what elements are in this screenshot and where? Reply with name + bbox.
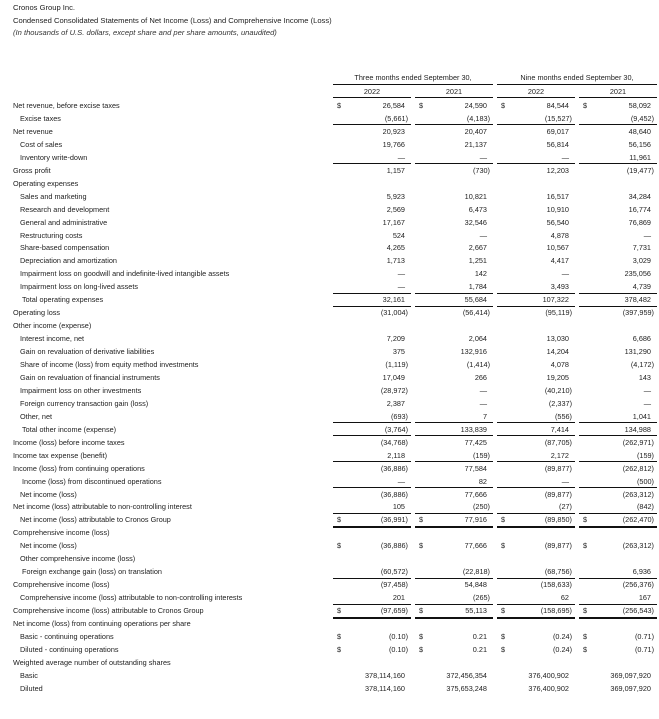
cell-value: 2,667 xyxy=(468,243,487,253)
table-row xyxy=(0,332,659,345)
cell-value: 7,209 xyxy=(386,334,405,344)
table-row xyxy=(0,358,659,371)
cell-value: — xyxy=(561,152,569,162)
currency-symbol: $ xyxy=(583,631,588,641)
cell-value: (0.71) xyxy=(634,644,654,654)
row-label: Depreciation and amortization xyxy=(20,256,117,266)
cell-value: 5,923 xyxy=(386,191,405,201)
column-group-nine-months: Nine months ended September 30, xyxy=(520,73,634,82)
cell-value: 55,684 xyxy=(464,295,487,305)
currency-symbol: $ xyxy=(419,644,424,654)
cell-value: (36,886) xyxy=(380,489,408,499)
row-label: Net revenue xyxy=(13,126,53,136)
currency-symbol: $ xyxy=(583,606,588,616)
cell-value: — xyxy=(643,385,651,395)
currency-symbol: $ xyxy=(583,515,588,525)
cell-value: (159) xyxy=(472,450,490,460)
row-label: Total operating expenses xyxy=(22,295,104,305)
cell-value: (1,414) xyxy=(466,360,490,369)
cell-value: 201 xyxy=(392,593,405,603)
table-row xyxy=(0,345,659,358)
cell-value: (36,886) xyxy=(380,541,408,551)
currency-symbol: $ xyxy=(419,631,424,641)
row-label: Diluted - continuing operations xyxy=(20,644,119,654)
cell-value: 376,400,902 xyxy=(528,683,569,693)
cell-value: 1,251 xyxy=(468,256,487,266)
row-label: Net income (loss) xyxy=(20,541,77,551)
currency-symbol: $ xyxy=(583,101,588,110)
statement-subtitle: (In thousands of U.S. dollars, except share and per share amounts, unaudited) xyxy=(13,28,277,37)
currency-symbol: $ xyxy=(501,515,506,525)
cell-value: 369,097,920 xyxy=(610,670,651,680)
table-row xyxy=(0,552,659,565)
row-label: Other comprehensive income (loss) xyxy=(20,554,136,564)
row-label: General and administrative xyxy=(20,217,108,227)
row-label: Operating loss xyxy=(13,308,61,318)
year-underline xyxy=(333,97,411,98)
column-group-three-months: Three months ended September 30, xyxy=(354,73,472,82)
cell-value: 131,290 xyxy=(624,347,651,357)
column-year-9m-2021: 2021 xyxy=(609,87,627,96)
table-row xyxy=(0,229,659,242)
table-row xyxy=(0,539,659,552)
row-label: Gross profit xyxy=(13,165,51,175)
cell-value: 7,414 xyxy=(550,424,569,434)
table-row xyxy=(0,267,659,280)
column-year-q-2022: 2022 xyxy=(363,87,381,96)
cell-value: 0.21 xyxy=(472,631,487,641)
row-label: Impairment loss on other investments xyxy=(20,385,142,395)
cell-value: 142 xyxy=(474,269,487,279)
table-row xyxy=(0,436,659,449)
company-name: Cronos Group Inc. xyxy=(13,3,76,12)
cell-value: 21,137 xyxy=(464,139,487,149)
cell-value: 1,784 xyxy=(468,282,487,292)
cell-value: 20,923 xyxy=(382,126,405,136)
cell-value: 62 xyxy=(560,593,569,603)
cell-value: (36,991) xyxy=(380,515,408,525)
cell-value: 20,407 xyxy=(464,126,487,136)
currency-symbol: $ xyxy=(501,606,506,616)
row-label: Impairment loss on goodwill and indefinite-lived intangible assets xyxy=(20,269,230,279)
cell-value: 76,869 xyxy=(628,217,651,227)
row-label: Weighted average number of outstanding shares xyxy=(13,657,171,667)
currency-symbol: $ xyxy=(501,101,506,110)
year-underline xyxy=(415,97,493,98)
row-label: Sales and marketing xyxy=(20,191,87,201)
cell-value: (397,959) xyxy=(622,308,654,318)
column-year-9m-2022: 2022 xyxy=(527,87,545,96)
cell-value: (4,183) xyxy=(466,113,490,123)
cell-value: (500) xyxy=(636,476,654,486)
cell-value: 26,584 xyxy=(382,101,405,110)
currency-symbol: $ xyxy=(419,541,424,551)
row-label: Comprehensive income (loss) attributable to Cronos Group xyxy=(13,606,204,616)
row-label: Income (loss) before income taxes xyxy=(13,437,125,447)
table-row xyxy=(0,591,659,604)
row-label: Comprehensive income (loss) xyxy=(13,580,110,590)
cell-value: — xyxy=(397,269,405,279)
cell-value: 376,400,902 xyxy=(528,670,569,680)
currency-symbol: $ xyxy=(501,631,506,641)
cell-value: (556) xyxy=(554,411,572,421)
cell-value: 69,017 xyxy=(546,126,569,136)
row-label: Gain on revaluation of financial instruments xyxy=(20,372,160,382)
cell-value: 13,030 xyxy=(546,334,569,344)
table-row xyxy=(0,151,659,164)
cell-value: 2,172 xyxy=(550,450,569,460)
table-row xyxy=(0,462,659,475)
row-label: Foreign currency transaction gain (loss) xyxy=(20,398,149,408)
currency-symbol: $ xyxy=(337,541,342,551)
cell-value: (2,337) xyxy=(548,398,572,408)
cell-value: (40,210) xyxy=(544,385,572,395)
cell-value: 84,544 xyxy=(546,101,569,110)
table-row xyxy=(0,384,659,397)
cell-value: 77,666 xyxy=(464,489,487,499)
table-row xyxy=(0,190,659,203)
cell-value: (28,972) xyxy=(380,385,408,395)
cell-value: (693) xyxy=(390,411,408,421)
cell-value: 266 xyxy=(474,372,487,382)
row-label: Basic - continuing operations xyxy=(20,631,114,641)
cell-value: 6,473 xyxy=(468,204,487,214)
row-label: Income tax expense (benefit) xyxy=(13,450,108,460)
row-label: Foreign exchange gain (loss) on translation xyxy=(22,567,162,577)
table-row xyxy=(0,203,659,216)
cell-value: (89,877) xyxy=(544,489,572,499)
cell-value: (256,376) xyxy=(622,580,654,590)
row-label: Other income (expense) xyxy=(13,321,92,331)
table-row xyxy=(0,526,659,539)
cell-value: — xyxy=(561,269,569,279)
cell-value: 0.21 xyxy=(472,644,487,654)
cell-value: 32,161 xyxy=(382,295,405,305)
table-row xyxy=(0,293,659,306)
cell-value: (68,756) xyxy=(544,567,572,577)
table-row xyxy=(0,449,659,462)
row-label: Net revenue, before excise taxes xyxy=(13,101,120,110)
cell-value: 372,456,354 xyxy=(446,670,487,680)
currency-symbol: $ xyxy=(337,606,342,616)
table-row xyxy=(0,410,659,423)
cell-value: 77,666 xyxy=(464,541,487,551)
cell-value: 19,766 xyxy=(382,139,405,149)
group-underline xyxy=(333,84,493,85)
currency-symbol: $ xyxy=(419,101,424,110)
cell-value: (19,477) xyxy=(626,165,654,175)
cell-value: (265) xyxy=(472,593,490,603)
cell-value: 24,590 xyxy=(464,101,487,110)
cell-value: — xyxy=(397,282,405,292)
cell-value: 7 xyxy=(482,411,487,421)
cell-value: (0.10) xyxy=(388,631,408,641)
cell-value: 107,322 xyxy=(542,295,569,305)
cell-value: 2,118 xyxy=(387,450,405,460)
cell-value: 2,387 xyxy=(386,398,405,408)
cell-value: 6,686 xyxy=(632,334,651,344)
cell-value: — xyxy=(479,152,487,162)
cell-value: 1,713 xyxy=(386,256,405,266)
cell-value: (730) xyxy=(472,165,490,175)
row-label: Excise taxes xyxy=(20,113,61,123)
currency-symbol: $ xyxy=(419,515,424,525)
cell-value: (60,572) xyxy=(380,567,408,577)
table-row xyxy=(0,604,659,617)
cell-value: 3,493 xyxy=(550,282,569,292)
cell-value: 16,774 xyxy=(628,204,651,214)
cell-value: (87,705) xyxy=(544,437,572,447)
table-row xyxy=(0,371,659,384)
cell-value: 369,097,920 xyxy=(610,683,651,693)
cell-value: 10,910 xyxy=(546,204,569,214)
currency-symbol: $ xyxy=(583,541,588,551)
cell-value: (250) xyxy=(472,502,490,512)
currency-symbol: $ xyxy=(337,515,342,525)
cell-value: 17,167 xyxy=(382,217,405,227)
row-label: Diluted xyxy=(20,683,43,693)
cell-value: 4,265 xyxy=(386,243,405,253)
table-row xyxy=(0,500,659,513)
cell-value: (4,172) xyxy=(630,360,654,369)
table-row xyxy=(0,280,659,293)
cell-value: 4,078 xyxy=(550,360,569,369)
currency-symbol: $ xyxy=(337,101,342,110)
cell-value: 56,156 xyxy=(628,139,651,149)
row-label: Basic xyxy=(20,670,38,680)
cell-value: 12,203 xyxy=(546,165,569,175)
cell-value: 14,204 xyxy=(546,347,569,357)
cell-value: (3,764) xyxy=(384,424,408,434)
cell-value: 17,049 xyxy=(382,372,405,382)
table-row xyxy=(0,177,659,190)
table-row xyxy=(0,488,659,501)
table-row xyxy=(0,513,659,526)
table-row xyxy=(0,643,659,656)
cell-value: 19,205 xyxy=(546,372,569,382)
row-label: Share of income (loss) from equity method investments xyxy=(20,360,199,369)
cell-value: 16,517 xyxy=(546,191,569,201)
year-underline xyxy=(579,97,657,98)
currency-symbol: $ xyxy=(337,631,342,641)
cell-value: (36,886) xyxy=(380,463,408,473)
cell-value: 378,114,160 xyxy=(364,683,405,693)
row-label: Comprehensive income (loss) attributable to non-controlling interests xyxy=(20,593,243,603)
row-label: Cost of sales xyxy=(20,139,63,149)
row-label: Total other income (expense) xyxy=(22,424,117,434)
cell-value: 134,988 xyxy=(624,424,651,434)
cell-value: — xyxy=(643,230,651,240)
cell-value: (158,695) xyxy=(540,606,572,616)
statement-title: Condensed Consolidated Statements of Net Income (Loss) and Comprehensive Income (Loss) xyxy=(13,16,332,25)
row-label: Inventory write-down xyxy=(20,152,88,162)
table-row xyxy=(0,164,659,177)
cell-value: (0.24) xyxy=(552,644,572,654)
cell-value: 77,916 xyxy=(464,515,487,525)
row-label: Impairment loss on long-lived assets xyxy=(20,282,139,292)
row-label: Comprehensive income (loss) xyxy=(13,528,110,538)
cell-value: (97,659) xyxy=(380,606,408,616)
row-label: Net income (loss) attributable to Cronos Group xyxy=(20,515,171,525)
table-row xyxy=(0,319,659,332)
cell-value: (262,971) xyxy=(622,437,654,447)
cell-value: 77,425 xyxy=(464,437,487,447)
cell-value: (0.10) xyxy=(388,644,408,654)
table-row xyxy=(0,254,659,267)
cell-value: 11,961 xyxy=(629,152,651,162)
cell-value: 378,482 xyxy=(624,295,651,305)
cell-value: (15,527) xyxy=(544,113,572,123)
row-label: Income (loss) from continuing operations xyxy=(13,463,145,473)
cell-value: (34,768) xyxy=(380,437,408,447)
cell-value: 54,848 xyxy=(464,580,487,590)
row-label: Income (loss) from discontinued operations xyxy=(22,476,162,486)
table-row xyxy=(0,306,659,319)
cell-value: 4,417 xyxy=(550,256,569,266)
cell-value: 7,731 xyxy=(632,243,651,253)
cell-value: 32,546 xyxy=(464,217,487,227)
cell-value: (263,312) xyxy=(622,489,654,499)
currency-symbol: $ xyxy=(501,644,506,654)
cell-value: — xyxy=(479,230,487,240)
column-year-q-2021: 2021 xyxy=(445,87,463,96)
cell-value: 4,739 xyxy=(632,282,651,292)
row-label: Interest income, net xyxy=(20,334,85,344)
cell-value: (95,119) xyxy=(545,308,572,318)
cell-value: — xyxy=(561,476,569,486)
row-label: Research and development xyxy=(20,204,110,214)
table-row xyxy=(0,617,659,630)
table-row xyxy=(0,138,659,151)
cell-value: (97,458) xyxy=(380,580,408,590)
cell-value: 48,640 xyxy=(628,126,651,136)
cell-value: 82 xyxy=(478,476,487,486)
cell-value: (159) xyxy=(636,450,654,460)
cell-value: (5,661) xyxy=(384,113,408,123)
cell-value: (89,877) xyxy=(544,463,572,473)
cell-value: — xyxy=(479,385,487,395)
cell-value: — xyxy=(643,398,651,408)
cell-value: 56,540 xyxy=(546,217,569,227)
table-row xyxy=(0,112,659,125)
cell-value: — xyxy=(397,476,405,486)
table-row xyxy=(0,216,659,229)
currency-symbol: $ xyxy=(337,644,342,654)
cell-value: 77,584 xyxy=(464,463,487,473)
cell-value: (89,877) xyxy=(544,541,572,551)
row-label: Share-based compensation xyxy=(20,243,110,253)
cell-value: (262,812) xyxy=(622,463,654,473)
cell-value: (263,312) xyxy=(622,541,654,551)
currency-symbol: $ xyxy=(501,541,506,551)
cell-value: 132,916 xyxy=(460,347,487,357)
cell-value: (89,850) xyxy=(544,515,572,525)
cell-value: 1,157 xyxy=(386,165,405,175)
cell-value: (31,004) xyxy=(380,308,408,318)
table-row xyxy=(0,475,659,488)
cell-value: 4,878 xyxy=(550,230,569,240)
table-row xyxy=(0,630,659,643)
table-row xyxy=(0,125,659,138)
table-row xyxy=(0,565,659,578)
row-label: Operating expenses xyxy=(13,178,79,188)
cell-value: (256,543) xyxy=(622,606,654,616)
cell-value: (9,452) xyxy=(630,113,654,123)
row-label: Other, net xyxy=(20,411,53,421)
table-row xyxy=(0,241,659,254)
table-row xyxy=(0,99,659,112)
row-label: Gain on revaluation of derivative liabilities xyxy=(20,347,155,357)
cell-value: 378,114,160 xyxy=(364,670,405,680)
group-underline xyxy=(497,84,657,85)
currency-symbol: $ xyxy=(583,644,588,654)
table-row xyxy=(0,578,659,591)
cell-value: 143 xyxy=(638,372,651,382)
cell-value: (158,633) xyxy=(540,580,572,590)
cell-value: 235,056 xyxy=(624,269,651,279)
cell-value: 10,567 xyxy=(546,243,569,253)
cell-value: (1,119) xyxy=(385,360,408,369)
cell-value: — xyxy=(479,398,487,408)
cell-value: 375,653,248 xyxy=(446,683,487,693)
table-row xyxy=(0,682,659,695)
cell-value: 2,064 xyxy=(468,334,487,344)
cell-value: 2,569 xyxy=(386,204,405,214)
cell-value: 524 xyxy=(392,230,405,240)
cell-value: 56,814 xyxy=(546,139,569,149)
cell-value: 167 xyxy=(638,593,651,603)
row-label: Net income (loss) attributable to non-controlling interest xyxy=(13,502,192,512)
cell-value: (262,470) xyxy=(622,515,654,525)
cell-value: 105 xyxy=(392,502,405,512)
cell-value: (56,414) xyxy=(462,308,490,318)
cell-value: 133,839 xyxy=(460,424,487,434)
row-label: Restructuring costs xyxy=(20,230,83,240)
cell-value: 34,284 xyxy=(628,191,651,201)
table-row xyxy=(0,656,659,669)
cell-value: (22,818) xyxy=(462,567,490,577)
year-underline xyxy=(497,97,575,98)
cell-value: (27) xyxy=(559,502,572,512)
row-label: Net income (loss) from continuing operations per share xyxy=(13,619,191,628)
table-row xyxy=(0,669,659,682)
table-row xyxy=(0,397,659,410)
cell-value: 10,821 xyxy=(464,191,487,201)
cell-value: (0.71) xyxy=(634,631,654,641)
table-row xyxy=(0,423,659,436)
cell-value: (842) xyxy=(636,502,654,512)
cell-value: 375 xyxy=(392,347,405,357)
cell-value: — xyxy=(397,152,405,162)
cell-value: 1,041 xyxy=(632,411,651,421)
cell-value: 3,029 xyxy=(632,256,651,266)
currency-symbol: $ xyxy=(419,606,424,616)
row-label: Net income (loss) xyxy=(20,489,77,499)
cell-value: 55,113 xyxy=(465,606,487,616)
cell-value: (0.24) xyxy=(552,631,572,641)
cell-value: 6,936 xyxy=(632,567,651,577)
cell-value: 58,092 xyxy=(628,101,651,110)
